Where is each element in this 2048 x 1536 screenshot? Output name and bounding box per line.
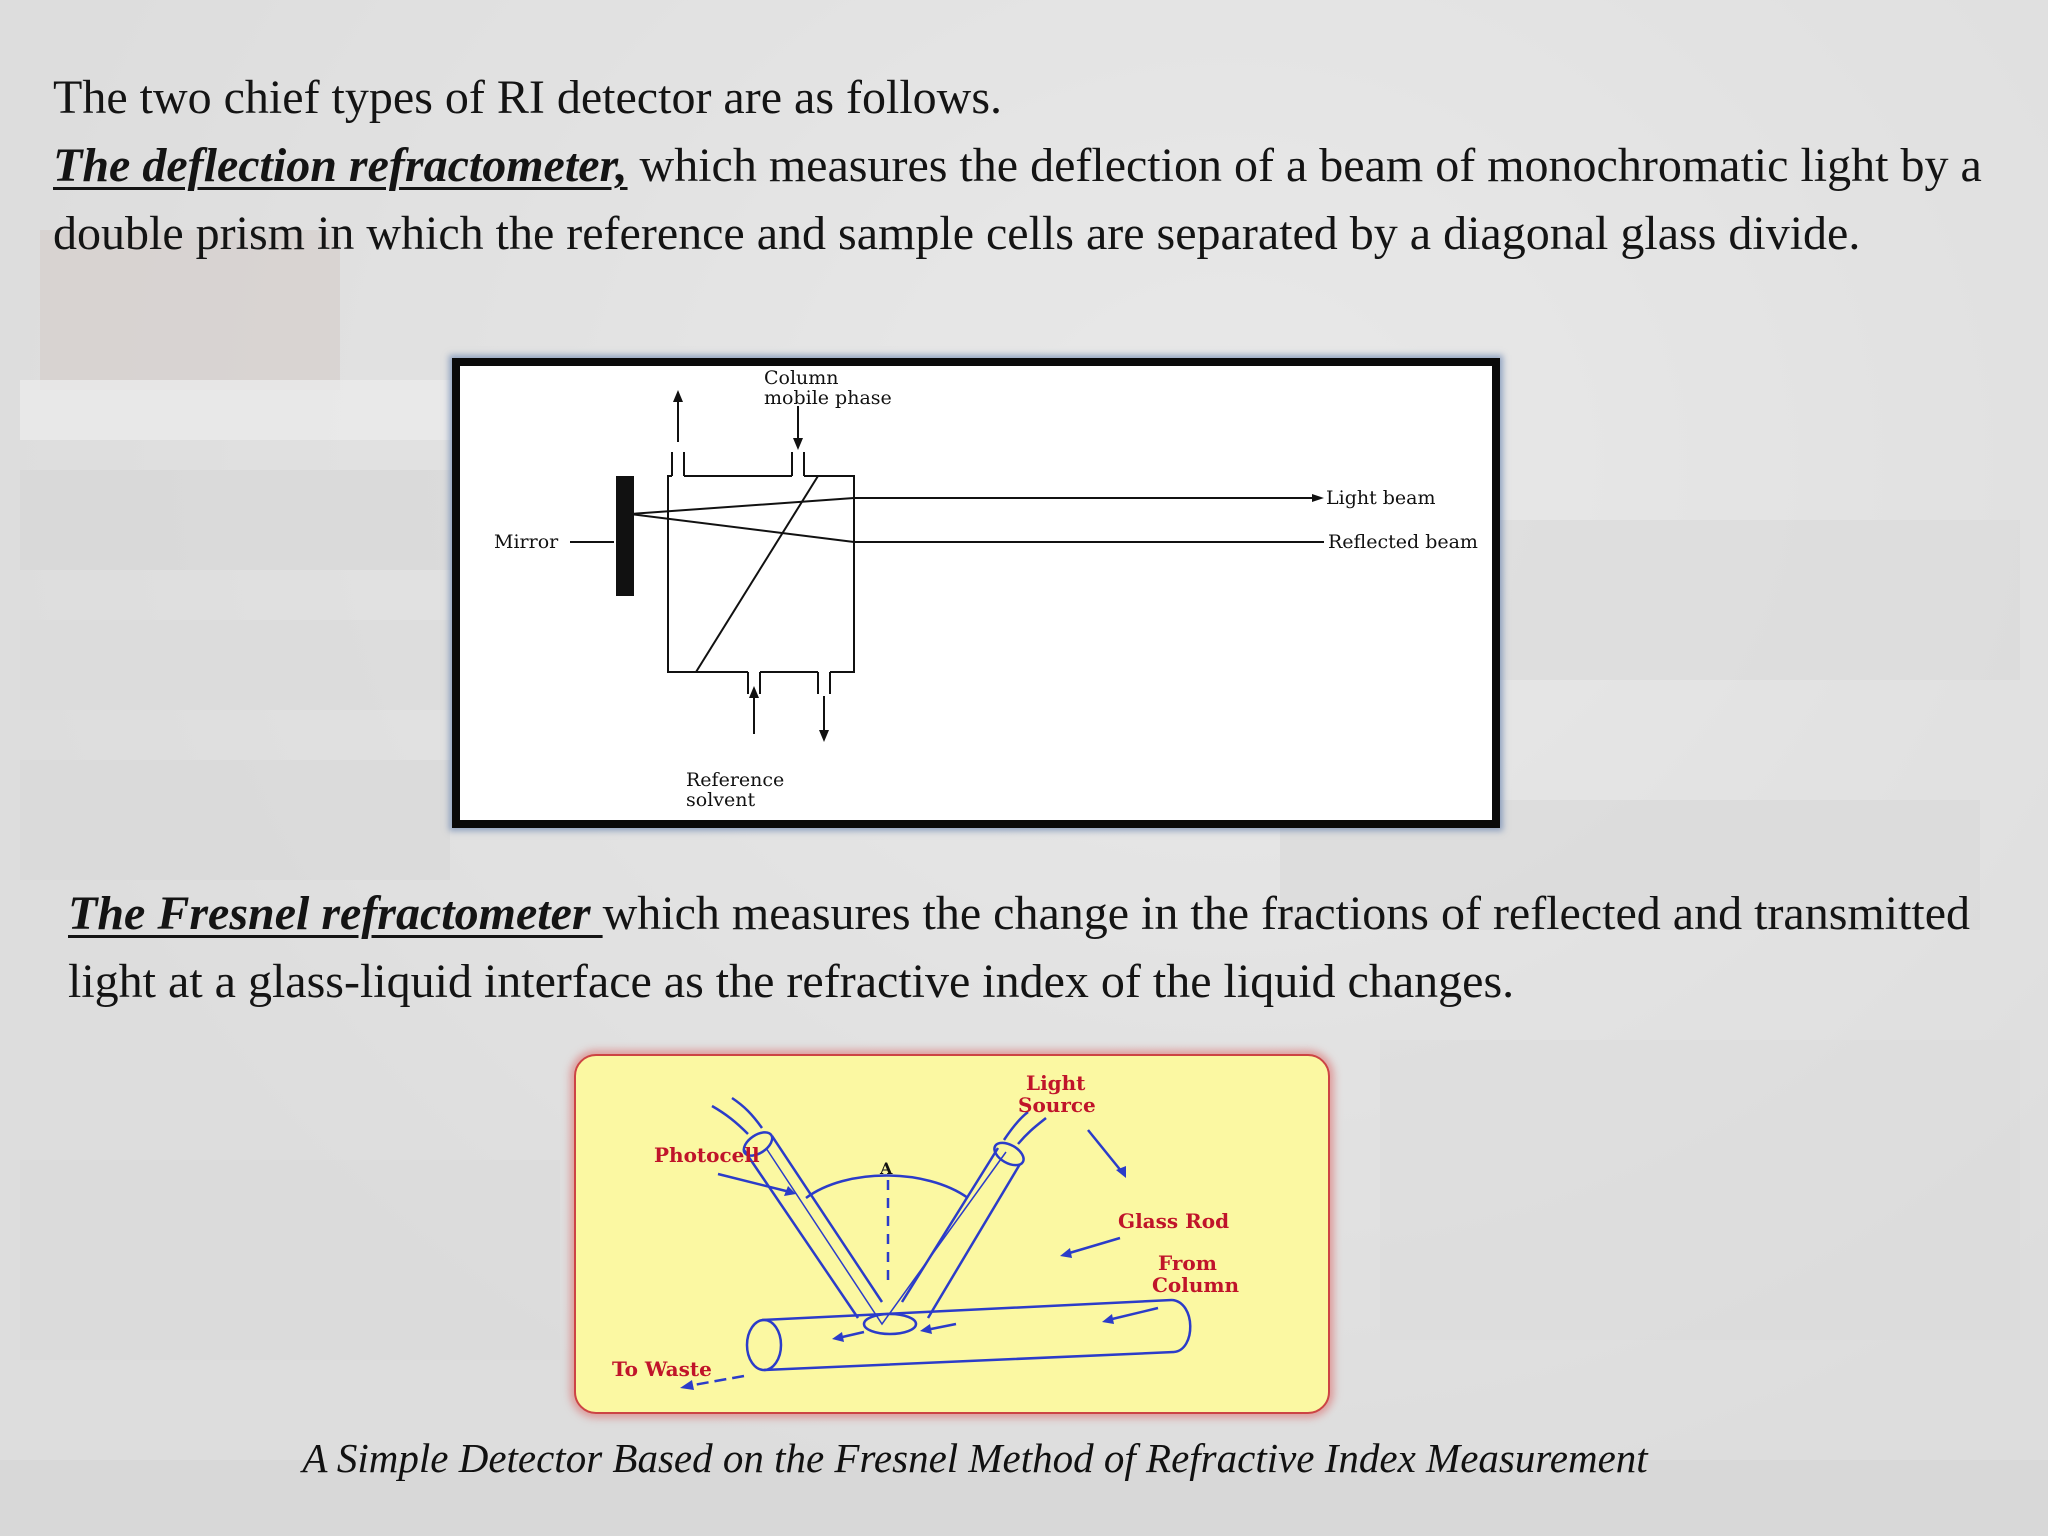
photocell-leader [718,1174,790,1192]
arrowhead-up-reference [749,686,759,698]
fresnel-term: The Fresnel refractometer [68,887,603,940]
intro-paragraph [53,64,2013,268]
deflection-diagram-svg [460,366,1492,820]
fresnel-description: which measures the change in the fractions of reflected and transmitted light at a glass-liquid interface as the refractive index of the liquid changes. [68,887,1971,1008]
right-glass-arm [902,1148,1020,1318]
column-tube [762,1300,1174,1370]
deflection-description: which measures the deflection of a beam of monochromatic light by a double prism in which the reference and sample cells are separated by a diagonal glass divide. [53,139,1982,260]
glass-rod-label: Glass Rod [1118,1209,1230,1233]
tube-left-end [747,1320,781,1370]
mirror-label: Mirror [494,531,559,553]
light-source-leader [1088,1130,1122,1172]
from-column-label-line2: Column [1152,1273,1240,1297]
arrowhead-glass-rod [1060,1248,1072,1258]
photocell-wires [712,1098,762,1134]
arrowhead-down-right [819,730,829,742]
light-source-label-line1: Light [1026,1071,1086,1095]
arrowhead-flow-2 [832,1332,844,1342]
light-beam-label: Light beam [1326,487,1436,509]
deflection-refractometer-diagram [452,358,1500,828]
fresnel-paragraph [68,880,2008,1016]
reference-label-line1: Reference [686,769,785,791]
arrowhead-up-left [673,390,683,402]
light-beam-path [630,498,1318,514]
outlet-port-top-left [672,452,684,476]
arrowhead-flow-1 [920,1324,932,1334]
column-label-line1: Column [764,367,839,389]
from-column-arrow [1108,1308,1158,1320]
interface-window [864,1314,916,1334]
arrowhead-light-beam [1312,494,1324,502]
outlet-port-bottom-right [818,672,830,694]
reflected-beam-label: Reflected beam [1328,531,1478,553]
column-label-line2: mobile phase [764,387,892,409]
deflection-term: The deflection refractometer, [53,139,628,192]
inlet-port-top [792,452,804,476]
fresnel-refractometer-diagram [574,1054,1330,1414]
glass-rod-leader [1066,1238,1120,1254]
tube-right-end [1172,1300,1190,1352]
mirror [616,476,634,596]
figure-caption: A Simple Detector Based on the Fresnel Method of Refractive Index Measurement [302,1435,1648,1481]
reference-label-line2: solvent [686,789,756,811]
reflected-beam-path [630,514,1324,542]
arrowhead-down-top [793,438,803,450]
left-glass-arm [744,1136,882,1318]
intro-line: The two chief types of RI detector are as follows. [53,71,1003,124]
photocell-label: Photocell [654,1143,760,1167]
light-source-label-line2: Source [1018,1093,1096,1117]
angle-label: A [880,1159,893,1178]
fresnel-diagram-svg [576,1056,1328,1412]
from-column-label-line1: From [1158,1251,1217,1275]
arrowhead-from-column [1102,1314,1114,1324]
to-waste-label: To Waste [612,1357,712,1381]
arrowhead-to-waste [680,1380,694,1390]
